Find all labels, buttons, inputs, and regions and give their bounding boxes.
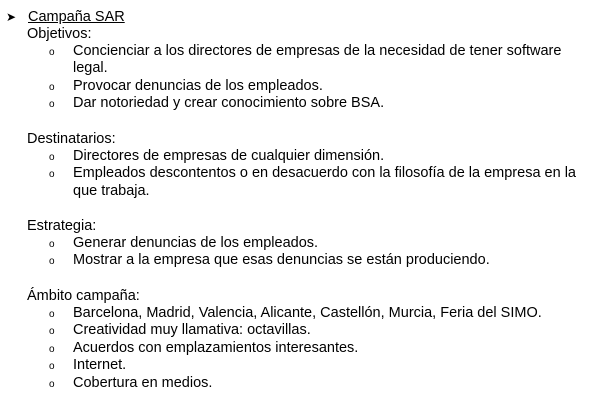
circle-bullet-icon: o [49, 361, 55, 373]
section-destinatarios [27, 131, 597, 200]
arrow-bullet-icon: ➤ [6, 10, 17, 24]
list-item: o Mostrar a la empresa que esas denuncias se están produciendo. [27, 252, 597, 269]
circle-bullet-icon: o [49, 256, 55, 268]
list-item: o Creatividad muy llamativa: octavillas. [27, 322, 597, 339]
section-objetivos [27, 26, 597, 113]
list-item: o Provocar denuncias de los empleados. [27, 78, 597, 95]
list-item: o Acuerdos con emplazamientos interesantes. [27, 340, 597, 357]
circle-bullet-icon: o [49, 99, 55, 111]
circle-bullet-icon: o [49, 309, 55, 320]
list-item: o Empleados descontentos o en desacuerdo con la filosofía de la empresa en la que trabaja. [49, 165, 576, 199]
section-list [27, 235, 597, 270]
list-item: o Internet. [27, 357, 597, 374]
list-item: o Concienciar a los directores de empresas de la necesidad de tener software legal. [49, 43, 562, 77]
section-estrategia [27, 218, 597, 270]
list-item: o Barcelona, Madrid, Valencia, Alicante, Castellón, Murcia, Feria del SIMO. [27, 305, 597, 322]
section-heading: Objetivos: [27, 26, 92, 42]
title-row [6, 8, 125, 26]
section-heading: Destinatarios: [27, 131, 116, 147]
document-title: Campaña SAR [28, 9, 125, 25]
list-item: o Generar denuncias de los empleados. [27, 235, 597, 252]
circle-bullet-icon: o [49, 47, 55, 58]
circle-bullet-icon: o [49, 378, 55, 390]
section-ambito-campana [27, 288, 597, 392]
section-heading: Estrategia: [27, 218, 97, 234]
circle-bullet-icon: o [49, 152, 55, 163]
circle-bullet-icon: o [49, 343, 55, 355]
list-item: o Directores de empresas de cualquier dimensión. [27, 148, 597, 165]
list-item: o Cobertura en medios. [27, 375, 597, 392]
list-item: o Dar notoriedad y crear conocimiento sobre BSA. [27, 95, 597, 112]
section-list [27, 43, 597, 113]
section-heading: Ámbito campaña: [27, 288, 140, 304]
circle-bullet-icon: o [49, 81, 55, 93]
circle-bullet-icon: o [49, 169, 55, 181]
circle-bullet-icon: o [49, 239, 55, 250]
section-list [27, 305, 597, 392]
circle-bullet-icon: o [49, 326, 55, 338]
section-list [27, 148, 597, 200]
